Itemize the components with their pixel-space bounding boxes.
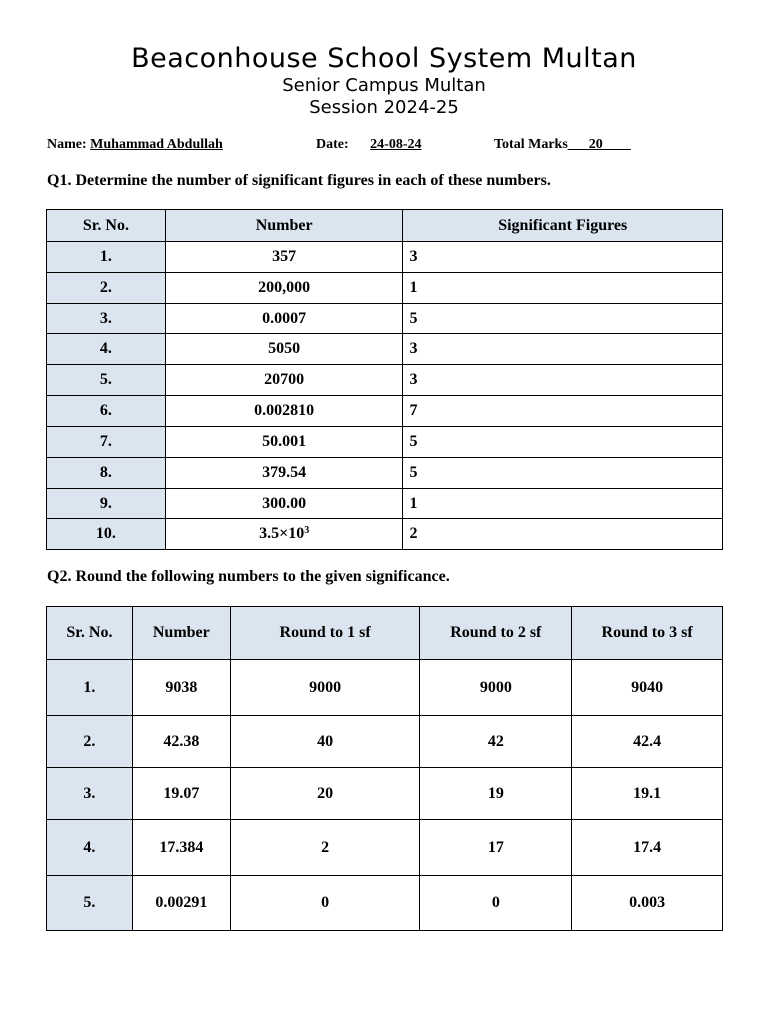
q1-sf-cell: 3 bbox=[403, 365, 723, 396]
total-marks-field bbox=[494, 137, 631, 153]
q2-number-cell: 19.07 bbox=[132, 768, 230, 820]
q1-header-sf: Significant Figures bbox=[403, 210, 723, 242]
q2-round2-cell: 9000 bbox=[420, 660, 572, 716]
q1-number-cell bbox=[165, 519, 403, 550]
q2-round1-cell: 2 bbox=[230, 820, 420, 876]
q1-sf-cell: 3 bbox=[403, 242, 723, 273]
q2-round2-cell: 19 bbox=[420, 768, 572, 820]
table-row bbox=[47, 519, 723, 550]
q2-round3-cell: 17.4 bbox=[572, 820, 723, 876]
date-value: 24-08-24 bbox=[370, 137, 422, 152]
q2-header-round1: Round to 1 sf bbox=[230, 607, 420, 660]
q2-round3-cell: 9040 bbox=[572, 660, 723, 716]
marks-label: Total Marks bbox=[494, 137, 568, 152]
q1-sf-cell: 2 bbox=[403, 519, 723, 550]
q1-sr-cell: 9. bbox=[47, 489, 166, 519]
q2-header-row bbox=[47, 607, 723, 660]
q1-number-cell: 379.54 bbox=[165, 458, 403, 489]
q1-sr-cell: 2. bbox=[47, 273, 166, 304]
q2-header-sr: Sr. No. bbox=[47, 607, 133, 660]
q1-header-number: Number bbox=[165, 210, 403, 242]
q1-sf-cell: 3 bbox=[403, 334, 723, 365]
marks-blank-right: ____ bbox=[602, 137, 631, 152]
q2-round1-cell: 40 bbox=[230, 716, 420, 768]
q2-round2-cell: 0 bbox=[420, 876, 572, 931]
q1-number-cell: 20700 bbox=[165, 365, 403, 396]
q2-number-cell: 42.38 bbox=[132, 716, 230, 768]
q1-header-row bbox=[47, 210, 723, 242]
table-row bbox=[47, 365, 723, 396]
q1-number-cell: 200,000 bbox=[165, 273, 403, 304]
q1-sf-cell: 1 bbox=[403, 273, 723, 304]
q1-sr-cell: 8. bbox=[47, 458, 166, 489]
q2-sr-cell: 4. bbox=[47, 820, 133, 876]
q1-header-sr: Sr. No. bbox=[47, 210, 166, 242]
table-row bbox=[47, 876, 723, 931]
q2-sr-cell: 5. bbox=[47, 876, 133, 931]
marks-value: 20 bbox=[588, 137, 603, 152]
q1-sf-cell: 5 bbox=[403, 427, 723, 458]
q2-round1-cell: 0 bbox=[230, 876, 420, 931]
table-row bbox=[47, 334, 723, 365]
q2-round3-cell: 19.1 bbox=[572, 768, 723, 820]
q1-sr-cell: 7. bbox=[47, 427, 166, 458]
q1-number-exponent: 3 bbox=[304, 525, 310, 536]
table-row bbox=[47, 273, 723, 304]
table-row bbox=[47, 304, 723, 334]
session-subtitle: Session 2024-25 bbox=[309, 97, 459, 118]
q2-sr-cell: 3. bbox=[47, 768, 133, 820]
table-row bbox=[47, 768, 723, 820]
q2-header-round2: Round to 2 sf bbox=[420, 607, 572, 660]
q1-sr-cell: 5. bbox=[47, 365, 166, 396]
date-label: Date: bbox=[316, 137, 349, 152]
name-value: Muhammad Abdullah bbox=[90, 137, 223, 152]
q2-round3-cell: 42.4 bbox=[572, 716, 723, 768]
q1-number-base: 3.5×10 bbox=[259, 525, 305, 542]
campus-subtitle: Senior Campus Multan bbox=[282, 75, 486, 96]
q2-number-cell: 9038 bbox=[132, 660, 230, 716]
name-field bbox=[47, 137, 223, 153]
table-row bbox=[47, 716, 723, 768]
q2-sr-cell: 1. bbox=[47, 660, 133, 716]
q1-sr-cell: 6. bbox=[47, 396, 166, 427]
q2-number-cell: 17.384 bbox=[132, 820, 230, 876]
table-row bbox=[47, 820, 723, 876]
q1-number-cell: 357 bbox=[165, 242, 403, 273]
q2-round2-cell: 42 bbox=[420, 716, 572, 768]
q2-round1-cell: 9000 bbox=[230, 660, 420, 716]
q1-sr-cell: 10. bbox=[47, 519, 166, 550]
q1-sf-cell: 5 bbox=[403, 458, 723, 489]
q2-number-cell: 0.00291 bbox=[132, 876, 230, 931]
q1-number-cell: 300.00 bbox=[165, 489, 403, 519]
table-row bbox=[47, 242, 723, 273]
date-field bbox=[316, 137, 421, 153]
q1-question: Q1. Determine the number of significant figures in each of these numbers. bbox=[47, 172, 551, 189]
q1-sr-cell: 1. bbox=[47, 242, 166, 273]
marks-blank-left: ___ bbox=[567, 137, 589, 152]
q1-number-cell: 0.0007 bbox=[165, 304, 403, 334]
q1-sr-cell: 4. bbox=[47, 334, 166, 365]
q2-sr-cell: 2. bbox=[47, 716, 133, 768]
q1-sf-cell: 7 bbox=[403, 396, 723, 427]
name-label: Name: bbox=[47, 137, 87, 152]
q2-header-round3: Round to 3 sf bbox=[572, 607, 723, 660]
table-row bbox=[47, 458, 723, 489]
q2-round3-cell: 0.003 bbox=[572, 876, 723, 931]
q2-question: Q2. Round the following numbers to the given significance. bbox=[47, 568, 450, 585]
q2-table bbox=[46, 606, 723, 931]
q2-header-number: Number bbox=[132, 607, 230, 660]
q1-number-cell: 0.002810 bbox=[165, 396, 403, 427]
q1-sf-cell: 1 bbox=[403, 489, 723, 519]
table-row bbox=[47, 396, 723, 427]
school-title: Beaconhouse School System Multan bbox=[131, 43, 637, 74]
q1-table bbox=[46, 209, 723, 550]
q1-number-cell: 50.001 bbox=[165, 427, 403, 458]
q1-sf-cell: 5 bbox=[403, 304, 723, 334]
q2-round1-cell: 20 bbox=[230, 768, 420, 820]
q2-round2-cell: 17 bbox=[420, 820, 572, 876]
table-row bbox=[47, 489, 723, 519]
table-row bbox=[47, 427, 723, 458]
table-row bbox=[47, 660, 723, 716]
q1-sr-cell: 3. bbox=[47, 304, 166, 334]
q1-number-cell: 5050 bbox=[165, 334, 403, 365]
